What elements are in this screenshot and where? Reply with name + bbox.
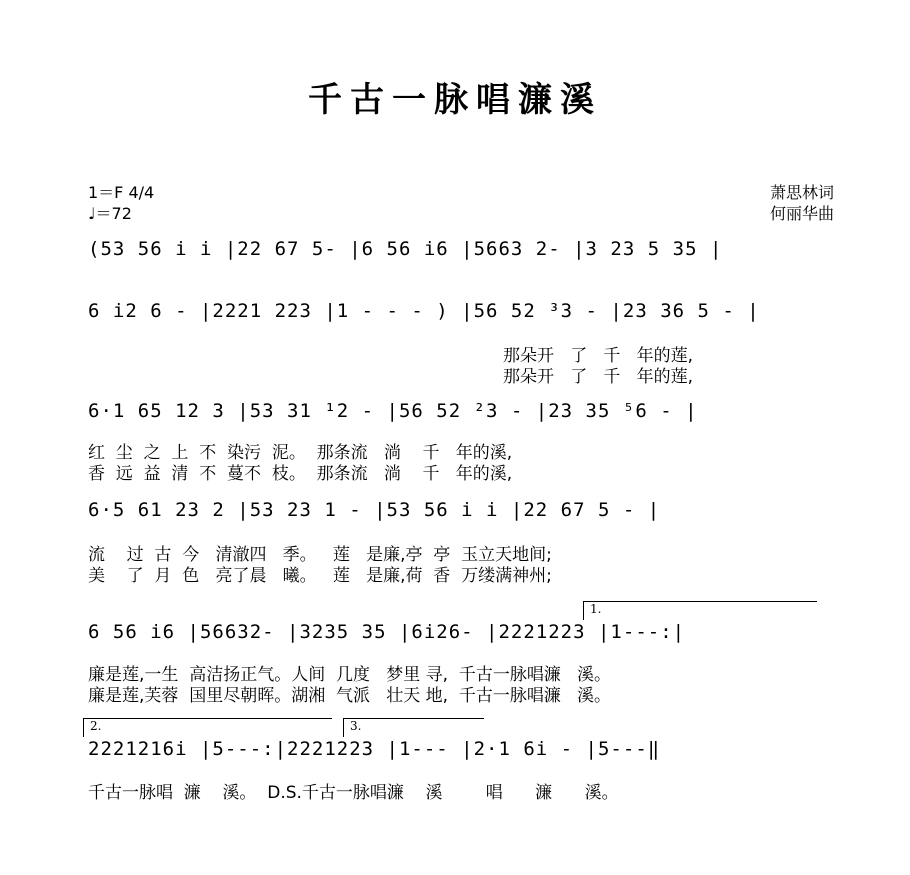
lyric-verse-1: 千古一脉唱 濂 溪。 D.S.千古一脉唱濂 溪 唱 濂 溪。	[88, 783, 619, 803]
notation-line: 6·1 65 12 3 |53 31 ¹2 - |56 52 ²3 - |23 35 ⁵6 - |	[88, 400, 698, 422]
volta-label: 2.	[90, 719, 102, 733]
lyric-verse-2: 廉是莲,芙蓉 国里尽朝晖。湖湘 气派 壮天 地, 千古一脉唱濂 溪。	[88, 686, 612, 706]
volta-label: 3.	[350, 719, 362, 733]
composer-credit: 何丽华曲	[770, 204, 835, 223]
volta-label: 1.	[590, 602, 602, 616]
volta-bracket	[583, 601, 817, 620]
lyric-verse-1: 廉是莲,一生 高洁扬正气。人间 几度 梦里 寻, 千古一脉唱濂 溪。	[88, 665, 612, 685]
lyric-verse-2: 那朵开 了 千 年的莲,	[503, 367, 694, 387]
notation-line: 6·5 61 23 2 |53 23 1 - |53 56 i i |22 67 5 - |	[88, 499, 661, 521]
lyric-verse-2: 香 远 益 清 不 蔓不 枝。 那条流 淌 千 年的溪,	[88, 464, 513, 484]
lyric-verse-1: 那朵开 了 千 年的莲,	[503, 346, 694, 366]
lyric-verse-2: 美 了 月 色 亮了晨 曦。 莲 是廉,荷 香 万缕满神州;	[88, 566, 552, 586]
lyricist-credit: 萧思林词	[770, 183, 835, 202]
key-signature: 1＝F 4/4	[88, 183, 155, 202]
notation-line: 6 56 i6 |56632- |3235 35 |6i26- |2221223 |1---:|	[88, 621, 686, 643]
tempo-marking: ♩＝72	[88, 204, 132, 223]
volta-bracket	[343, 718, 484, 737]
lyric-verse-1: 流 过 古 今 清澈四 季。 莲 是廉,亭 亭 玉立天地间;	[88, 545, 552, 565]
volta-bracket	[83, 718, 332, 737]
notation-line: (53 56 i i |22 67 5- |6 56 i6 |5663 2- |3 23 5 35 |	[88, 238, 723, 260]
song-title: 千古一脉唱濂溪	[308, 80, 602, 120]
notation-line: 6 i2 6 - |2221 223 |1 - - - ) |56 52 ³3 - |23 36 5 - |	[88, 300, 760, 322]
notation-line: 2221216i |5---:|2221223 |1--- |2·1 6i - |5---‖	[88, 738, 661, 760]
lyric-verse-1: 红 尘 之 上 不 染污 泥。 那条流 淌 千 年的溪,	[88, 443, 513, 463]
